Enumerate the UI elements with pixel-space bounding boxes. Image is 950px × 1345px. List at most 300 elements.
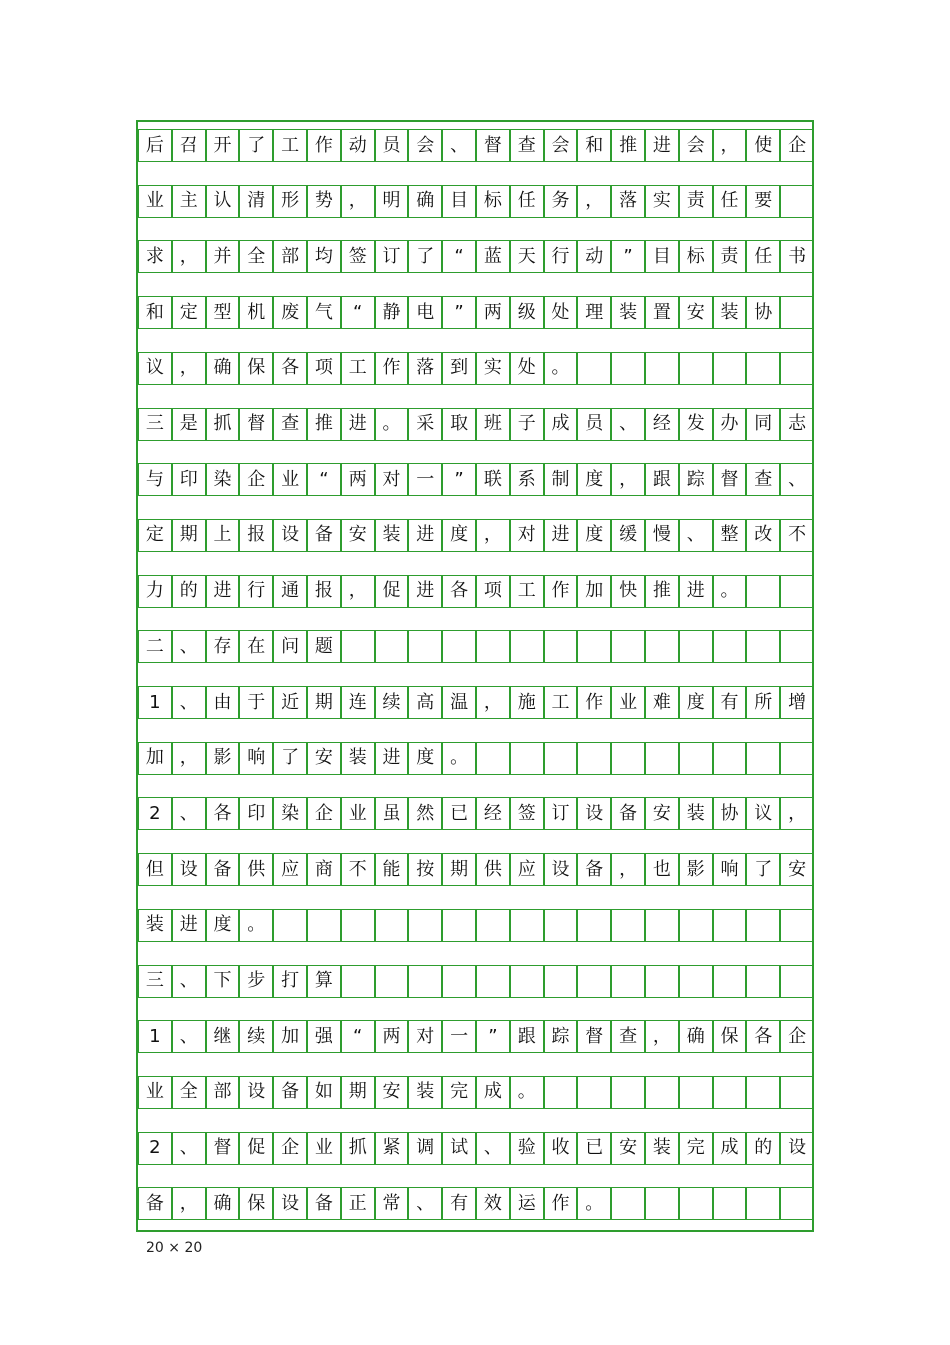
grid-cell: 清 <box>239 185 273 218</box>
grid-cell: 装 <box>375 519 409 552</box>
grid-cell: 气 <box>307 296 341 329</box>
grid-cell: 不 <box>780 519 814 552</box>
grid-cell: 应 <box>510 853 544 886</box>
grid-cell: 签 <box>510 797 544 830</box>
grid-cell: 印 <box>239 797 273 830</box>
grid-cell: 2 <box>138 797 172 830</box>
grid-cell: 全 <box>172 1076 206 1109</box>
grid-cell: 查 <box>746 463 780 496</box>
grid-cell: 两 <box>476 296 510 329</box>
grid-cell: 确 <box>408 185 442 218</box>
grid-cell: ” <box>611 240 645 273</box>
grid-cell: 督 <box>713 463 747 496</box>
grid-cell: 、 <box>408 1187 442 1220</box>
grid-cell: 供 <box>239 853 273 886</box>
grid-cell: 督 <box>577 1020 611 1053</box>
grid-cell: 安 <box>780 853 814 886</box>
grid-cell: 推 <box>307 408 341 441</box>
grid-cell: 设 <box>544 853 578 886</box>
grid-cell <box>679 1187 713 1220</box>
grid-cell: 推 <box>611 129 645 162</box>
grid-cell <box>442 909 476 942</box>
grid-cell: 各 <box>206 797 240 830</box>
grid-cell: 三 <box>138 408 172 441</box>
grid-cell: 业 <box>138 185 172 218</box>
grid-cell: ， <box>172 742 206 775</box>
grid-cell: “ <box>341 1020 375 1053</box>
grid-cell: 书 <box>780 240 814 273</box>
grid-cell: 完 <box>679 1132 713 1165</box>
grid-cell <box>577 742 611 775</box>
grid-cell: 求 <box>138 240 172 273</box>
grid-cell: 、 <box>172 1132 206 1165</box>
grid-cell: 后 <box>138 129 172 162</box>
grid-cell: 电 <box>408 296 442 329</box>
grid-cell: 工 <box>510 575 544 608</box>
grid-cell: 强 <box>307 1020 341 1053</box>
grid-cell: 备 <box>307 1187 341 1220</box>
grid-cell <box>611 1076 645 1109</box>
grid-cell: 成 <box>476 1076 510 1109</box>
grid-cell: 进 <box>544 519 578 552</box>
grid-cell: 跟 <box>510 1020 544 1053</box>
grid-cell <box>476 742 510 775</box>
grid-cell: 备 <box>206 853 240 886</box>
grid-cell <box>510 630 544 663</box>
grid-cell: 任 <box>746 240 780 273</box>
grid-cell: 按 <box>408 853 442 886</box>
grid-cell: ， <box>341 575 375 608</box>
grid-cell: 施 <box>510 686 544 719</box>
grid-cell: 供 <box>476 853 510 886</box>
grid-cell <box>544 1076 578 1109</box>
grid-cell: 开 <box>206 129 240 162</box>
grid-cell: 。 <box>375 408 409 441</box>
grid-cell: 验 <box>510 1132 544 1165</box>
grid-cell: 设 <box>273 1187 307 1220</box>
grid-cell: 经 <box>476 797 510 830</box>
grid-cell: 系 <box>510 463 544 496</box>
grid-cell: ， <box>611 463 645 496</box>
grid-cell: 设 <box>273 519 307 552</box>
grid-cell: 报 <box>239 519 273 552</box>
grid-cell: 期 <box>442 853 476 886</box>
grid-cell: 了 <box>273 742 307 775</box>
grid-cell: 印 <box>172 463 206 496</box>
grid-cell: 度 <box>206 909 240 942</box>
grid-cell: 工 <box>273 129 307 162</box>
grid-cell: 商 <box>307 853 341 886</box>
grid-cell <box>746 742 780 775</box>
grid-cell: 业 <box>138 1076 172 1109</box>
grid-cell: 订 <box>544 797 578 830</box>
grid-cell: 也 <box>645 853 679 886</box>
grid-cell: 推 <box>645 575 679 608</box>
grid-cell: 保 <box>713 1020 747 1053</box>
grid-cell <box>577 909 611 942</box>
grid-cell: ， <box>645 1020 679 1053</box>
grid-cell: 温 <box>442 686 476 719</box>
grid-cell: 对 <box>408 1020 442 1053</box>
grid-cell: 进 <box>375 742 409 775</box>
grid-cell: 对 <box>375 463 409 496</box>
grid-cell: 两 <box>375 1020 409 1053</box>
grid-cell: 取 <box>442 408 476 441</box>
grid-cell: 目 <box>645 240 679 273</box>
grid-cell: 。 <box>442 742 476 775</box>
grid-cell: 的 <box>172 575 206 608</box>
grid-cell: 置 <box>645 296 679 329</box>
grid-cell: 已 <box>577 1132 611 1165</box>
grid-cell: 业 <box>273 463 307 496</box>
grid-cell: 标 <box>476 185 510 218</box>
grid-cell: 明 <box>375 185 409 218</box>
grid-cell <box>780 1076 814 1109</box>
grid-cell: 企 <box>239 463 273 496</box>
grid-cell <box>780 909 814 942</box>
grid-cell: 落 <box>611 185 645 218</box>
grid-cell: 加 <box>577 575 611 608</box>
grid-cell: 责 <box>713 240 747 273</box>
grid-cell: 会 <box>408 129 442 162</box>
grid-cell: 存 <box>206 630 240 663</box>
grid-cell: 加 <box>273 1020 307 1053</box>
grid-cell: ， <box>172 352 206 385</box>
grid-cell <box>746 1076 780 1109</box>
grid-cell: 备 <box>577 853 611 886</box>
grid-cell <box>746 630 780 663</box>
grid-cell: 责 <box>679 185 713 218</box>
grid-cell: 并 <box>206 240 240 273</box>
grid-cell <box>273 909 307 942</box>
grid-cell: 装 <box>408 1076 442 1109</box>
grid-cell <box>679 630 713 663</box>
grid-cell <box>442 630 476 663</box>
grid-cell: ， <box>172 240 206 273</box>
grid-cell: 在 <box>239 630 273 663</box>
grid-cell: 、 <box>780 463 814 496</box>
grid-cell: 查 <box>611 1020 645 1053</box>
grid-cell <box>780 965 814 998</box>
grid-cell: 应 <box>273 853 307 886</box>
grid-cell: 问 <box>273 630 307 663</box>
grid-cell: 企 <box>273 1132 307 1165</box>
grid-cell: 实 <box>645 185 679 218</box>
grid-cell: 议 <box>746 797 780 830</box>
grid-cell: 虽 <box>375 797 409 830</box>
grid-cell: 影 <box>206 742 240 775</box>
grid-cell: 两 <box>341 463 375 496</box>
grid-cell: 踪 <box>679 463 713 496</box>
grid-cell: ， <box>713 129 747 162</box>
grid-cell: 备 <box>611 797 645 830</box>
grid-cell: 度 <box>577 519 611 552</box>
grid-cell: 续 <box>375 686 409 719</box>
grid-cell: 收 <box>544 1132 578 1165</box>
grid-cell <box>780 296 814 329</box>
grid-cell: 期 <box>172 519 206 552</box>
grid-cell: 2 <box>138 1132 172 1165</box>
grid-cell: 静 <box>375 296 409 329</box>
grid-cell: 所 <box>746 686 780 719</box>
grid-cell: 上 <box>206 519 240 552</box>
grid-size-label: 20 × 20 <box>146 1240 203 1256</box>
grid-cell: 题 <box>307 630 341 663</box>
grid-cell: 步 <box>239 965 273 998</box>
grid-cell: 连 <box>341 686 375 719</box>
grid-cell <box>341 909 375 942</box>
grid-cell <box>780 742 814 775</box>
grid-cell: 了 <box>746 853 780 886</box>
grid-cell: 如 <box>307 1076 341 1109</box>
grid-cell <box>713 965 747 998</box>
grid-cell: 志 <box>780 408 814 441</box>
grid-cell: 装 <box>645 1132 679 1165</box>
grid-cell: 力 <box>138 575 172 608</box>
grid-cell: 议 <box>138 352 172 385</box>
grid-cell: 经 <box>645 408 679 441</box>
grid-cell: ” <box>442 296 476 329</box>
grid-cell: 的 <box>746 1132 780 1165</box>
grid-cell: 度 <box>442 519 476 552</box>
grid-cell: 。 <box>510 1076 544 1109</box>
grid-cell: 进 <box>408 519 442 552</box>
grid-cell <box>746 1187 780 1220</box>
grid-cell: 查 <box>273 408 307 441</box>
grid-cell: 均 <box>307 240 341 273</box>
grid-cell: 度 <box>679 686 713 719</box>
grid-cell: 装 <box>341 742 375 775</box>
grid-cell: 到 <box>442 352 476 385</box>
grid-cell <box>679 1076 713 1109</box>
grid-cell: 企 <box>780 129 814 162</box>
grid-cell <box>476 909 510 942</box>
grid-cell: 理 <box>577 296 611 329</box>
grid-cell: 会 <box>544 129 578 162</box>
grid-cell: 进 <box>408 575 442 608</box>
grid-cell: 不 <box>341 853 375 886</box>
grid-cell <box>713 1187 747 1220</box>
grid-cell: “ <box>442 240 476 273</box>
grid-cell: 染 <box>273 797 307 830</box>
grid-cell: 紧 <box>375 1132 409 1165</box>
grid-cell: 型 <box>206 296 240 329</box>
grid-cell: 形 <box>273 185 307 218</box>
grid-cell: 保 <box>239 1187 273 1220</box>
grid-cell <box>780 575 814 608</box>
grid-cell: 装 <box>679 797 713 830</box>
grid-cell: 部 <box>206 1076 240 1109</box>
grid-cell: 会 <box>679 129 713 162</box>
grid-cell: 改 <box>746 519 780 552</box>
grid-cell: 子 <box>510 408 544 441</box>
grid-cell: 工 <box>544 686 578 719</box>
grid-cell: ， <box>577 185 611 218</box>
grid-cell: 动 <box>341 129 375 162</box>
grid-cell: 报 <box>307 575 341 608</box>
grid-cell: 处 <box>510 352 544 385</box>
grid-cell: 协 <box>713 797 747 830</box>
grid-cell: 督 <box>476 129 510 162</box>
grid-cell <box>442 965 476 998</box>
grid-cell: 进 <box>679 575 713 608</box>
grid-cell: 制 <box>544 463 578 496</box>
grid-cell <box>544 909 578 942</box>
grid-cell: 设 <box>239 1076 273 1109</box>
grid-cell <box>408 630 442 663</box>
grid-cell: 然 <box>408 797 442 830</box>
grid-cell <box>611 1187 645 1220</box>
grid-cell: 认 <box>206 185 240 218</box>
grid-cell: 。 <box>577 1187 611 1220</box>
grid-cell: 常 <box>375 1187 409 1220</box>
grid-cell: 期 <box>341 1076 375 1109</box>
grid-cell <box>577 965 611 998</box>
grid-cell: 续 <box>239 1020 273 1053</box>
grid-cell: 、 <box>172 630 206 663</box>
grid-cell: 和 <box>138 296 172 329</box>
grid-cell: 机 <box>239 296 273 329</box>
grid-cell: 协 <box>746 296 780 329</box>
grid-cell: ” <box>442 463 476 496</box>
grid-cell <box>476 630 510 663</box>
grid-cell: 行 <box>239 575 273 608</box>
grid-cell <box>679 352 713 385</box>
grid-cell: 缓 <box>611 519 645 552</box>
grid-cell <box>375 909 409 942</box>
grid-cell <box>408 909 442 942</box>
grid-cell: 同 <box>746 408 780 441</box>
grid-cell: 采 <box>408 408 442 441</box>
grid-cell: 召 <box>172 129 206 162</box>
grid-cell <box>307 909 341 942</box>
grid-cell: 由 <box>206 686 240 719</box>
grid-cell: 标 <box>679 240 713 273</box>
grid-cell: 企 <box>780 1020 814 1053</box>
grid-cell: 查 <box>510 129 544 162</box>
grid-cell: 是 <box>172 408 206 441</box>
grid-cell: 班 <box>476 408 510 441</box>
grid-cell: 影 <box>679 853 713 886</box>
grid-cell <box>713 352 747 385</box>
grid-cell: 各 <box>746 1020 780 1053</box>
grid-cell <box>746 965 780 998</box>
grid-cell: 督 <box>206 1132 240 1165</box>
grid-cell: ， <box>611 853 645 886</box>
grid-cell: 算 <box>307 965 341 998</box>
grid-cell: 。 <box>239 909 273 942</box>
grid-cell <box>611 909 645 942</box>
grid-cell <box>510 742 544 775</box>
grid-cell: 。 <box>544 352 578 385</box>
grid-cell: 、 <box>442 129 476 162</box>
grid-cell: 全 <box>239 240 273 273</box>
grid-cell: 要 <box>746 185 780 218</box>
grid-cell: ， <box>172 1187 206 1220</box>
grid-cell <box>611 742 645 775</box>
grid-cell <box>679 965 713 998</box>
grid-cell: 通 <box>273 575 307 608</box>
grid-cell <box>746 575 780 608</box>
grid-cell: 保 <box>239 352 273 385</box>
grid-cell: 、 <box>172 686 206 719</box>
grid-cell: 慢 <box>645 519 679 552</box>
grid-cell <box>713 630 747 663</box>
grid-cell: 设 <box>172 853 206 886</box>
grid-cell <box>713 742 747 775</box>
grid-cell: 与 <box>138 463 172 496</box>
grid-cell: 响 <box>713 853 747 886</box>
grid-cell: 正 <box>341 1187 375 1220</box>
grid-cell: ， <box>476 519 510 552</box>
grid-cell: 快 <box>611 575 645 608</box>
grid-cell: 作 <box>544 1187 578 1220</box>
grid-cell <box>645 909 679 942</box>
grid-cell <box>341 630 375 663</box>
grid-cell <box>679 742 713 775</box>
grid-cell: 天 <box>510 240 544 273</box>
grid-cell <box>408 965 442 998</box>
grid-cell: 员 <box>577 408 611 441</box>
grid-cell <box>577 352 611 385</box>
grid-cell <box>544 630 578 663</box>
grid-cell: 主 <box>172 185 206 218</box>
grid-cell: 成 <box>544 408 578 441</box>
grid-cell: 备 <box>138 1187 172 1220</box>
grid-cell: 确 <box>206 1187 240 1220</box>
grid-cell: 安 <box>341 519 375 552</box>
grid-cell: 对 <box>510 519 544 552</box>
grid-cell: ” <box>476 1020 510 1053</box>
grid-cell: 调 <box>408 1132 442 1165</box>
grid-cell: 继 <box>206 1020 240 1053</box>
grid-cell: 度 <box>577 463 611 496</box>
grid-cell: 企 <box>307 797 341 830</box>
grid-cell: 作 <box>577 686 611 719</box>
grid-cell: 业 <box>341 797 375 830</box>
grid-cell <box>577 1076 611 1109</box>
grid-cell: 1 <box>138 686 172 719</box>
grid-cell: 一 <box>442 1020 476 1053</box>
grid-cell: 了 <box>239 129 273 162</box>
grid-cell: 使 <box>746 129 780 162</box>
grid-cell: 处 <box>544 296 578 329</box>
grid-cell <box>611 352 645 385</box>
grid-cell: 近 <box>273 686 307 719</box>
grid-cell: 促 <box>375 575 409 608</box>
grid-cell: 装 <box>713 296 747 329</box>
grid-cell: 办 <box>713 408 747 441</box>
grid-cell: 1 <box>138 1020 172 1053</box>
grid-cell: 部 <box>273 240 307 273</box>
grid-cell <box>679 909 713 942</box>
grid-cell: 安 <box>375 1076 409 1109</box>
grid-cell: 期 <box>307 686 341 719</box>
grid-cell: “ <box>341 296 375 329</box>
grid-cell <box>780 352 814 385</box>
grid-cell: 订 <box>375 240 409 273</box>
grid-cell: 废 <box>273 296 307 329</box>
grid-cell: 试 <box>442 1132 476 1165</box>
grid-cell: 设 <box>780 1132 814 1165</box>
grid-cell: 项 <box>476 575 510 608</box>
grid-cell: 业 <box>611 686 645 719</box>
grid-cell: 定 <box>172 296 206 329</box>
grid-cell <box>746 352 780 385</box>
grid-cell: 安 <box>679 296 713 329</box>
grid-cell: 工 <box>341 352 375 385</box>
grid-cell <box>544 965 578 998</box>
